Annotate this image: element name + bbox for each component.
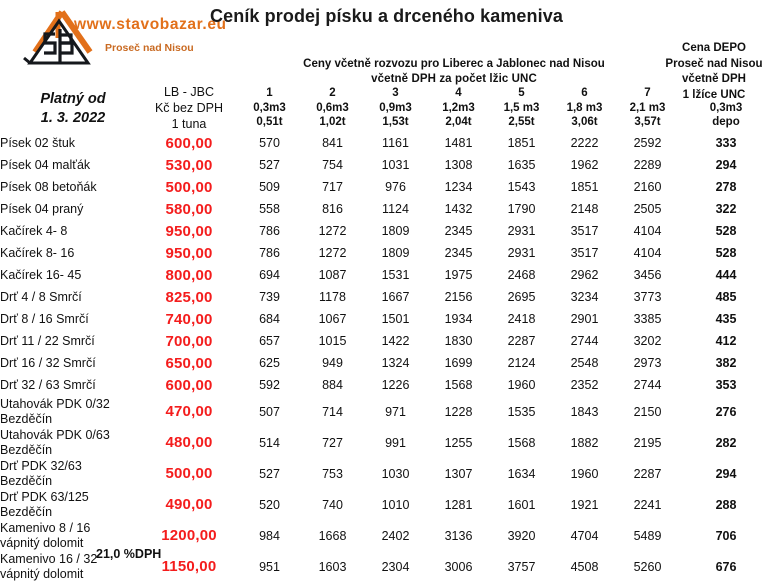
row-value-col-7: 2744 [633,378,662,392]
row-value-col-3: 1226 [381,378,410,392]
row-base-price: 470,00 [165,403,213,420]
row-value-col-6: 1843 [570,404,599,419]
row-value-col-3: 1010 [381,497,410,512]
row-depo-price: 412 [715,334,737,348]
table-row [0,154,773,176]
delivery-price-note [246,57,662,87]
row-value-col-3: 976 [385,180,406,194]
row-depo-price: 382 [715,356,737,370]
row-value-col-7: 2505 [633,202,662,216]
col-3-volume: 0,9m3 [379,101,412,114]
row-value-col-1: 657 [259,334,280,348]
row-depo-price: 528 [715,246,737,260]
col-3-weight: 1,53t [382,116,409,129]
vat-rate-note: 21,0 %DPH [96,547,162,561]
header-cell-col-2 [301,84,364,132]
col-1-number: 1 [266,87,273,100]
header-cell-col-6 [553,84,616,132]
row-product-name [0,489,140,520]
base-price-line-1: LB - JBC [163,85,214,99]
row-value-col-2: 816 [322,202,343,216]
delivery-note-line-1: Ceny včetně rozvozu pro Liberec a Jablonec nad Nisou [303,58,605,70]
row-value-col-4: 2156 [444,290,473,304]
row-value-col-2: 1178 [319,290,346,304]
row-value-col-4: 3006 [444,559,473,574]
depo-header-line-4: 1 lžíce UNC [682,88,746,101]
row-value-col-4: 1255 [444,435,473,450]
row-value-col-4: 1699 [444,356,473,370]
header-cell-base-price [140,84,238,132]
price-table-body [0,132,773,582]
row-value-col-7: 2160 [633,180,662,194]
row-value-col-6: 2744 [570,334,599,348]
col-5-volume: 1,5 m3 [503,101,540,114]
row-value-col-5: 3920 [507,528,536,543]
row-product-name-line-1: Utahovák PDK 0/32 [0,397,110,411]
row-value-col-3: 2304 [381,559,410,574]
row-value-col-4: 1975 [444,268,473,282]
row-value-col-3: 2402 [381,528,410,543]
row-depo-price: 294 [715,158,737,172]
delivery-note-line-2: včetně DPH za počet lžic UNC [371,73,537,85]
table-row [0,308,773,330]
row-value-col-2: 949 [322,356,343,370]
row-value-col-1: 527 [259,466,280,481]
row-value-col-2: 841 [322,136,343,150]
table-row [0,286,773,308]
row-value-col-5: 3757 [507,559,536,574]
col-6-weight: 3,06t [571,116,598,129]
row-base-price: 700,00 [165,332,213,350]
row-product-name: Kačírek 16- 45 [0,267,82,282]
row-product-name [0,458,140,489]
row-value-col-7: 2592 [633,136,662,150]
row-value-col-5: 1790 [507,202,536,216]
row-base-price: 825,00 [165,288,213,306]
row-value-col-6: 4508 [570,559,599,574]
row-product-name-line-1: Drť PDK 32/63 [0,459,82,473]
row-base-price: 500,00 [165,465,213,482]
row-value-col-3: 1030 [381,466,410,481]
table-row [0,176,773,198]
row-value-col-5: 2418 [507,312,536,326]
row-value-col-1: 570 [259,136,280,150]
row-value-col-4: 1481 [444,136,473,150]
row-value-col-6: 2352 [570,378,599,392]
price-table-head [0,84,773,132]
row-base-price: 580,00 [165,200,213,218]
row-value-col-3: 1667 [381,290,410,304]
row-product-name: Písek 02 štuk [0,135,76,150]
table-row [0,132,773,154]
row-value-col-1: 786 [259,246,280,260]
row-value-col-1: 684 [259,312,280,326]
row-depo-price: 288 [715,497,737,512]
row-product-name: Písek 04 malťák [0,157,91,172]
row-value-col-5: 1634 [507,466,536,481]
row-product-name-line-1: Drť PDK 63/125 [0,490,89,504]
row-value-col-6: 2548 [570,356,599,370]
col-7-number: 7 [644,87,651,100]
row-base-price: 600,00 [165,376,213,394]
row-depo-price: 435 [715,312,737,326]
row-value-col-5: 1601 [507,497,536,512]
row-value-col-5: 2695 [507,290,536,304]
row-value-col-5: 1960 [507,378,536,392]
row-product-name: Drť 16 / 32 Smrčí [0,355,96,370]
row-value-col-7: 4104 [633,246,662,260]
row-value-col-6: 1851 [570,180,599,194]
row-value-col-3: 1422 [381,334,410,348]
col-3-number: 3 [392,87,399,100]
row-value-col-7: 2289 [633,158,662,172]
row-value-col-1: 509 [259,180,280,194]
row-value-col-3: 1809 [381,246,410,260]
row-value-col-1: 514 [259,435,280,450]
header-cell-spacer [0,84,140,132]
col-5-weight: 2,55t [508,116,535,129]
row-value-col-6: 1882 [570,435,599,450]
row-value-col-7: 5260 [633,559,662,574]
row-value-col-2: 727 [322,435,343,450]
col-7-volume: 2,1 m3 [629,101,666,114]
base-price-line-2: Kč bez DPH [154,101,224,115]
row-value-col-3: 1531 [381,268,410,282]
col-2-number: 2 [329,87,336,100]
row-value-col-1: 558 [259,202,280,216]
col-4-weight: 2,04t [445,116,472,129]
row-value-col-3: 1324 [381,356,410,370]
header-cell-col-4 [427,84,490,132]
row-depo-price: 278 [715,180,737,194]
col-2-volume: 0,6m3 [316,101,349,114]
row-value-col-5: 1851 [507,136,536,150]
row-depo-price: 276 [715,404,737,419]
row-value-col-4: 1307 [444,466,473,481]
depo-header-line-3: včetně DPH [682,73,746,86]
logo-url-text: www.stavobazar.eu [74,16,227,33]
row-value-col-1: 520 [259,497,280,512]
row-value-col-7: 5489 [633,528,662,543]
header-cell-col-3 [364,84,427,132]
row-product-name-line-1: Utahovák PDK 0/63 [0,428,110,442]
table-row [0,458,773,489]
logo-subtitle-text: Proseč nad Nisou [105,42,194,55]
row-base-price: 1150,00 [161,558,217,575]
row-product-name: Drť 32 / 63 Smrčí [0,377,96,392]
col-1-volume: 0,3m3 [253,101,286,114]
row-value-col-6: 4704 [570,528,599,543]
row-value-col-4: 1234 [444,180,473,194]
row-depo-price: 322 [715,202,737,216]
row-product-name: Písek 08 betoňák [0,179,97,194]
row-value-col-5: 1568 [507,435,536,450]
table-row [0,489,773,520]
row-product-name [0,396,140,427]
row-value-col-1: 786 [259,224,280,238]
depo-header-line-1: Cena DEPO [682,42,746,54]
header-cell-col-1 [238,84,301,132]
row-value-col-2: 1015 [318,334,347,348]
row-value-col-7: 2287 [633,466,662,481]
row-value-col-3: 1031 [381,158,410,172]
row-value-col-5: 2124 [507,356,536,370]
col-2-weight: 1,02t [319,116,346,129]
row-value-col-1: 694 [259,268,280,282]
row-base-price: 800,00 [165,266,213,284]
row-value-col-4: 1568 [444,378,473,392]
row-value-col-3: 1809 [381,224,410,238]
row-base-price: 1200,00 [161,527,217,544]
depo-header-line-2: Proseč nad Nisou [665,57,763,70]
row-product-name-line-2: Bezděčín [0,442,53,457]
row-value-col-1: 625 [259,356,280,370]
row-depo-price: 676 [715,559,737,574]
row-value-col-5: 1535 [507,404,536,419]
row-value-col-6: 3234 [570,290,599,304]
row-product-name: Drť 11 / 22 Smrčí [0,333,95,348]
row-depo-price: 294 [715,466,737,481]
row-depo-price: 485 [715,290,737,304]
row-value-col-1: 984 [259,528,280,543]
row-depo-price: 282 [715,435,737,450]
row-value-col-7: 2241 [633,497,662,512]
row-value-col-6: 3517 [570,246,599,260]
row-value-col-4: 1228 [444,404,473,419]
row-value-col-6: 2148 [570,202,599,216]
table-row [0,242,773,264]
row-value-col-1: 739 [259,290,280,304]
depo-unit: depo [712,116,740,129]
row-value-col-3: 971 [385,404,406,419]
row-value-col-2: 1272 [318,246,347,260]
row-base-price: 950,00 [165,222,213,240]
row-value-col-7: 3456 [633,268,662,282]
row-value-col-1: 527 [259,158,280,172]
row-value-col-4: 3136 [444,528,473,543]
row-product-name-line-2: Bezděčín [0,504,53,519]
row-value-col-6: 1921 [570,497,599,512]
row-base-price: 740,00 [165,310,213,328]
row-value-col-7: 3202 [633,334,662,348]
row-value-col-4: 1432 [444,202,473,216]
table-row [0,264,773,286]
row-product-name: Kačírek 8- 16 [0,245,75,260]
row-value-col-2: 1668 [318,528,347,543]
row-value-col-5: 2931 [507,246,536,260]
row-value-col-6: 1962 [570,158,599,172]
row-value-col-2: 1087 [318,268,347,282]
row-value-col-5: 1543 [507,180,536,194]
row-base-price: 530,00 [165,156,213,174]
row-depo-price: 528 [715,224,737,238]
row-depo-price: 353 [715,378,737,392]
row-product-name-line-2: vápnitý dolomit [0,535,84,550]
row-value-col-4: 2345 [444,246,473,260]
row-base-price: 500,00 [165,178,213,196]
row-value-col-5: 2287 [507,334,536,348]
header-cell-col-5 [490,84,553,132]
col-5-number: 5 [518,87,525,100]
page-title: Ceník prodej písku a drceného kameniva [210,6,563,26]
row-value-col-7: 2973 [633,356,662,370]
row-value-col-4: 1934 [444,312,473,326]
row-product-name-line-1: Kamenivo 8 / 16 [0,521,91,535]
row-value-col-2: 753 [322,466,343,481]
row-depo-price: 333 [715,136,737,150]
row-value-col-3: 1501 [381,312,410,326]
row-product-name-line-2: Bezděčín [0,473,53,488]
valid-from-line-1: Platný od [40,91,106,107]
row-value-col-7: 3385 [633,312,662,326]
row-value-col-5: 2931 [507,224,536,238]
row-value-col-1: 507 [259,404,280,419]
row-value-col-6: 1960 [570,466,599,481]
row-value-col-6: 2962 [570,268,599,282]
row-value-col-1: 592 [259,378,280,392]
row-value-col-3: 1124 [382,202,409,216]
row-value-col-3: 1161 [382,136,409,150]
row-value-col-4: 1281 [444,497,473,512]
row-product-name-line-2: vápnitý dolomit [0,566,84,581]
row-value-col-5: 1635 [507,158,536,172]
header-cell-col-7 [616,84,679,132]
row-base-price: 950,00 [165,244,213,262]
price-table-header-row [0,84,773,132]
row-value-col-5: 2468 [507,268,536,282]
row-product-name: Drť 8 / 16 Smrčí [0,311,89,326]
depo-volume: 0,3m3 [709,101,743,114]
header-cell-depo [679,84,773,132]
row-value-col-2: 1067 [318,312,347,326]
col-4-volume: 1,2m3 [442,101,475,114]
row-value-col-6: 2222 [570,136,599,150]
row-depo-price: 706 [715,528,737,543]
row-value-col-4: 1830 [444,334,473,348]
row-value-col-7: 2150 [633,404,662,419]
row-base-price: 600,00 [165,134,213,152]
col-7-weight: 3,57t [634,116,661,129]
row-value-col-2: 740 [322,497,343,512]
table-row [0,330,773,352]
row-depo-price: 444 [715,268,737,282]
valid-from-line-2: 1. 3. 2022 [40,110,106,126]
table-row [0,427,773,458]
row-value-col-1: 951 [259,559,280,574]
row-product-name [0,427,140,458]
row-value-col-2: 754 [322,158,343,172]
row-value-col-7: 3773 [633,290,662,304]
row-product-name: Písek 04 praný [0,201,84,216]
row-base-price: 480,00 [165,434,213,451]
col-4-number: 4 [455,87,462,100]
table-row [0,352,773,374]
row-value-col-7: 2195 [633,435,662,450]
row-value-col-2: 717 [322,180,343,194]
col-6-number: 6 [581,87,588,100]
table-row [0,220,773,242]
row-value-col-2: 1603 [318,559,347,574]
row-product-name-line-1: Kamenivo 16 / 32 [0,552,98,566]
base-price-line-3: 1 tuna [171,117,207,131]
row-value-col-2: 714 [322,404,343,419]
row-base-price: 490,00 [165,496,213,513]
table-row [0,396,773,427]
row-value-col-2: 1272 [318,224,347,238]
row-product-name: Drť 4 / 8 Smrčí [0,289,82,304]
row-value-col-4: 1308 [444,158,473,172]
row-product-name: Kačírek 4- 8 [0,223,68,238]
table-row [0,198,773,220]
col-1-weight: 0,51t [256,116,283,129]
row-base-price: 650,00 [165,354,213,372]
row-value-col-6: 2901 [570,312,599,326]
col-6-volume: 1,8 m3 [566,101,603,114]
row-value-col-4: 2345 [444,224,473,238]
row-value-col-7: 4104 [633,224,662,238]
price-table [0,84,773,582]
table-row [0,374,773,396]
row-value-col-6: 3517 [570,224,599,238]
row-value-col-2: 884 [322,378,343,392]
row-value-col-3: 991 [385,435,406,450]
row-product-name-line-2: Bezděčín [0,411,53,426]
